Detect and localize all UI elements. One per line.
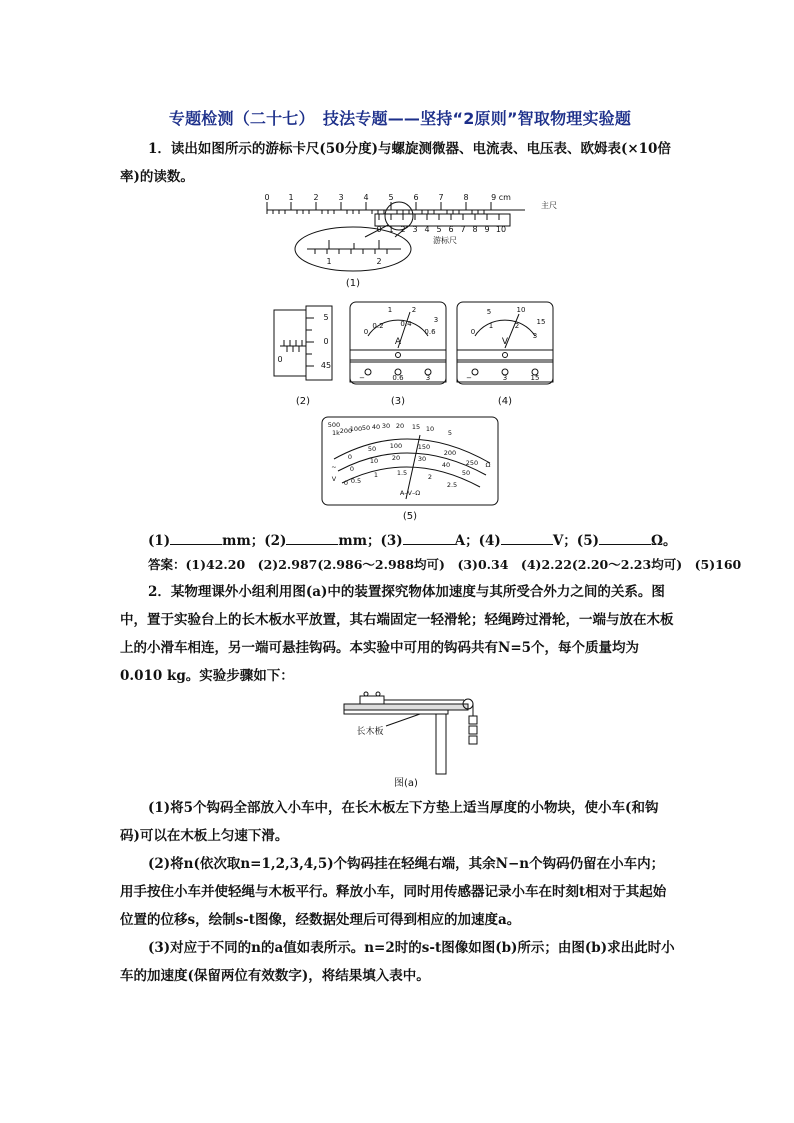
svg-text:1: 1 — [387, 306, 393, 314]
svg-text:30: 30 — [381, 422, 391, 430]
svg-text:0: 0 — [470, 328, 476, 336]
svg-text:20: 20 — [395, 422, 405, 430]
svg-text:10: 10 — [516, 306, 526, 314]
svg-text:−: − — [359, 374, 365, 382]
svg-text:3: 3 — [425, 374, 431, 382]
svg-text:长木板: 长木板 — [356, 727, 384, 737]
svg-text:2: 2 — [376, 257, 382, 266]
svg-text:0.6: 0.6 — [424, 328, 436, 336]
svg-text:3: 3 — [433, 316, 439, 324]
voltmeter-figure — [455, 300, 555, 412]
svg-text:1: 1 — [488, 322, 494, 330]
svg-text:50: 50 — [361, 424, 371, 432]
svg-text:2: 2 — [427, 473, 433, 481]
step-2-text: (2)将n(依次取n=1,2,3,4,5)个钩码挂在轻绳右端，其余N−n个钩码仍留在小车内；用手按住小车并使轻绳与木板平行。释放小车，同时用传感器记录小车在时刻t相对于其起始位置的位移s，绘制s-t图像，经数据处理后可得到相应的加速度a。 — [120, 856, 667, 928]
svg-text:50: 50 — [461, 469, 471, 477]
svg-text:15: 15 — [536, 318, 546, 326]
svg-text:3: 3 — [502, 374, 508, 382]
svg-text:3: 3 — [532, 332, 538, 340]
svg-text:8: 8 — [472, 225, 478, 234]
svg-text:15: 15 — [411, 423, 421, 431]
question-1-text: 1．读出如图所示的游标卡尺(50分度)与螺旋测微器、电流表、电压表、欧姆表(×10倍率)的读数。 — [120, 141, 671, 185]
step-1-text: (1)将5个钩码全部放入小车中，在长木板左下方垫上适当厚度的小物块，使小车(和钩码)可以在木板上匀速下滑。 — [120, 800, 659, 844]
svg-text:2: 2 — [313, 193, 319, 202]
ammeter-figure — [348, 300, 448, 412]
svg-text:(1): (1) — [345, 278, 361, 289]
multimeter-figure — [320, 415, 500, 525]
svg-text:3: 3 — [412, 225, 418, 234]
micrometer-figure — [270, 300, 340, 412]
vernier-caliper-figure — [255, 192, 575, 292]
answer-blanks: (1) mm；(2) mm；(3) A；(4) V；(5) Ω。 — [148, 529, 677, 549]
blank-2[interactable] — [286, 530, 338, 545]
svg-text:0: 0 — [343, 479, 349, 487]
svg-text:200: 200 — [339, 427, 353, 435]
svg-text:100: 100 — [349, 425, 363, 433]
svg-text:1: 1 — [288, 193, 294, 202]
svg-text:2: 2 — [514, 322, 520, 330]
svg-text:V: V — [501, 337, 509, 347]
svg-text:(2): (2) — [295, 396, 311, 407]
svg-text:1: 1 — [373, 471, 379, 479]
step-3-text: (3)对应于不同的n的a值如表所示。n=2时的s-t图像如图(b)所示；由图(b)求出此时小车的加速度(保留两位有效数字)，将结果填入表中。 — [120, 940, 675, 984]
svg-text:20: 20 — [391, 454, 401, 462]
svg-text:0: 0 — [349, 465, 355, 473]
svg-text:(5): (5) — [402, 511, 418, 522]
svg-text:A: A — [394, 337, 402, 347]
svg-text:~: ~ — [331, 463, 337, 471]
blank-1[interactable] — [170, 530, 222, 545]
svg-text:5: 5 — [447, 429, 453, 437]
svg-text:0: 0 — [277, 355, 283, 364]
svg-text:0.4: 0.4 — [400, 320, 412, 328]
svg-text:10: 10 — [369, 457, 379, 465]
question-2-text: 2．某物理课外小组利用图(a)中的装置探究物体加速度与其所受合外力之间的关系。图中，置于实验台上的长木板水平放置，其右端固定一轻滑轮；轻绳跨过滑轮，一端与放在木板上的小滑车相连，另一端可悬挂钩码。本实验中可用的钩码共有N=5个，每个质量均为0.010 kg。实验步骤如下： — [120, 584, 674, 684]
svg-text:1: 1 — [326, 257, 332, 266]
svg-text:6: 6 — [413, 193, 419, 202]
svg-text:7: 7 — [438, 193, 444, 202]
svg-text:30: 30 — [417, 455, 427, 463]
svg-text:V: V — [331, 475, 337, 483]
svg-text:0: 0 — [347, 453, 353, 461]
page-title: 专题检测（二十七） 技法专题——坚持“2原则”智取物理实验题 — [168, 109, 632, 128]
svg-text:2: 2 — [400, 225, 406, 234]
svg-text:4: 4 — [424, 225, 430, 234]
svg-text:游标尺: 游标尺 — [433, 236, 457, 245]
svg-text:9: 9 — [484, 225, 490, 234]
svg-text:45: 45 — [320, 361, 332, 370]
svg-text:50: 50 — [367, 445, 377, 453]
svg-text:8: 8 — [463, 193, 469, 202]
svg-text:5: 5 — [323, 313, 329, 322]
apparatus-figure — [340, 690, 490, 790]
svg-text:0.5: 0.5 — [350, 477, 362, 485]
blank-5[interactable] — [599, 530, 651, 545]
svg-text:500: 500 — [327, 421, 341, 429]
svg-text:A–V–Ω: A–V–Ω — [399, 489, 421, 497]
svg-text:10: 10 — [495, 225, 507, 234]
svg-text:主尺: 主尺 — [541, 201, 557, 210]
svg-text:5: 5 — [388, 193, 394, 202]
svg-text:100: 100 — [389, 442, 403, 450]
blank-3[interactable] — [403, 530, 455, 545]
svg-text:0.2: 0.2 — [372, 322, 384, 330]
svg-text:2.5: 2.5 — [446, 481, 458, 489]
svg-text:40: 40 — [441, 461, 451, 469]
svg-text:10: 10 — [425, 425, 435, 433]
svg-text:3: 3 — [338, 193, 344, 202]
svg-text:0: 0 — [264, 193, 270, 202]
svg-text:7: 7 — [460, 225, 466, 234]
blank-4[interactable] — [501, 530, 553, 545]
svg-text:(3): (3) — [390, 396, 406, 407]
svg-text:1k: 1k — [332, 429, 340, 437]
svg-text:0: 0 — [363, 328, 369, 336]
svg-text:4: 4 — [363, 193, 369, 202]
svg-text:图(a): 图(a) — [394, 778, 418, 789]
svg-text:−: − — [466, 374, 472, 382]
svg-text:250: 250 — [465, 459, 479, 467]
svg-text:9 cm: 9 cm — [491, 193, 511, 202]
svg-text:Ω: Ω — [485, 461, 491, 469]
svg-text:150: 150 — [417, 443, 431, 451]
svg-text:0: 0 — [323, 337, 329, 346]
svg-text:6: 6 — [448, 225, 454, 234]
svg-text:(4): (4) — [497, 396, 513, 407]
svg-text:2: 2 — [411, 306, 417, 314]
svg-text:200: 200 — [443, 449, 457, 457]
svg-text:5: 5 — [436, 225, 442, 234]
svg-text:0: 0 — [376, 225, 382, 234]
svg-text:5: 5 — [486, 308, 492, 316]
svg-text:1.5: 1.5 — [396, 469, 408, 477]
svg-text:40: 40 — [371, 423, 381, 431]
svg-text:0.6: 0.6 — [392, 374, 404, 382]
answer-key: 答案：(1)42.20 (2)2.987(2.986～2.988均可) (3)0.34 (4)2.22(2.20～2.23均可) (5)160 — [148, 557, 742, 572]
svg-text:15: 15 — [530, 374, 540, 382]
svg-text:1: 1 — [388, 225, 394, 234]
